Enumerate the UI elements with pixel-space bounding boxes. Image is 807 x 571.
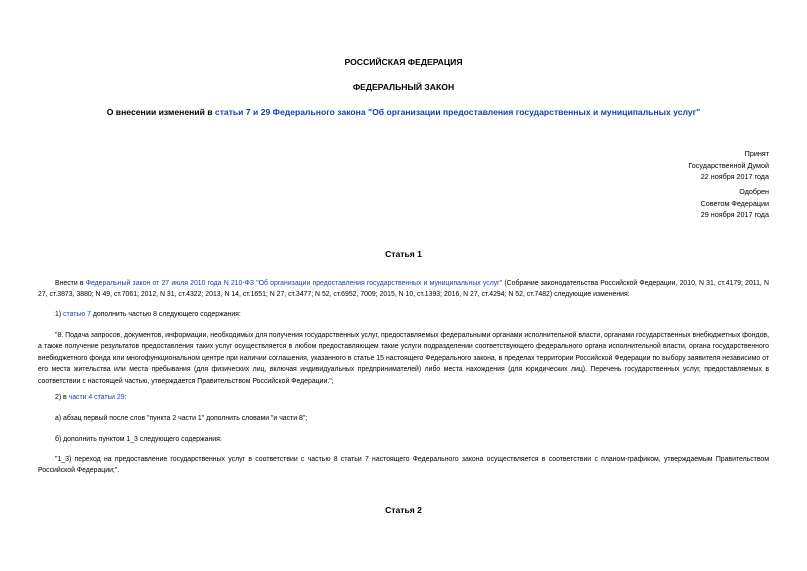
approved-label: Одобрен [739, 187, 769, 196]
approved-block [701, 186, 769, 221]
country-heading: РОССИЙСКАЯ ФЕДЕРАЦИЯ [344, 57, 463, 67]
item-1-suffix: дополнить частью 8 следующего содержания: [90, 311, 241, 318]
law-title-link[interactable]: статьи 7 и 29 Федерального закона "Об организации предоставления государственных и муниципальных услуг" [214, 107, 701, 117]
article-1-item-2b: б) дополнить пунктом 1_3 следующего содержания: [55, 436, 222, 443]
article-1-item-1 [38, 309, 769, 320]
law-title [0, 107, 807, 117]
article-1-heading: Статья 1 [385, 249, 422, 259]
law-title-prefix: О внесении изменений в [106, 107, 215, 117]
approved-body: Советом Федерации [700, 198, 769, 208]
article-7-link[interactable]: статью 7 [63, 311, 91, 318]
approved-date: 29 ноября 2017 года [700, 210, 769, 219]
federal-law-link[interactable]: Федеральный закон от 27 июля 2010 года N 210-ФЗ "Об организации предоставления государственных и муниципальных услуг" [85, 280, 503, 287]
article-1-item-2 [38, 392, 769, 403]
article-1-paragraph-intro [38, 278, 769, 301]
doc-type-heading: ФЕДЕРАЛЬНЫЙ ЗАКОН [352, 82, 455, 92]
article-29-link[interactable]: части 4 статьи 29 [68, 394, 125, 401]
article-1-item-2a: а) абзац первый после слов "пункта 2 части 1" дополнить словами "и части 8"; [55, 415, 308, 422]
adopted-date: 22 ноября 2017 года [700, 172, 769, 181]
article-1-part-8-text: "8. Подача запросов, документов, информации, необходимых для получения государственных услуг, предоставляемых федеральными органами исполнительной власти, органами государственных внебюджетных фондов, а также получение результатов предоставления таких услуг осуществляется в любом предоставляющем такие услуги подразделении соответствующего федерального органа исполнительной власти, органа государственного внебюджетного фонда или многофункциональном центре при наличии соглашения, указанного в статье 15 настоящего Федерального закона, в пределах территории Российской Федерации по выбору заявителя независимо от его места жительства или места пребывания (для физических лиц, включая индивидуальных предпринимателей) либо места нахождения (для юридических лиц). Перечень государственных услуг, предоставляемых в соответствии с настоящей частью, утверждается Правительством Российской Федерации."; [38, 332, 769, 385]
adopted-label: Принят [744, 149, 769, 158]
item-1-prefix: 1) [55, 311, 64, 318]
adopted-block [688, 148, 769, 183]
article-1-point-1-3: "1_3) переход на предоставление государственных услуг в соответствии с частью 8 статьи 7 настоящего Федерального закона осуществляется в соответствии с планом-графиком, утверждаемым Правительством Российской Федерации;". [38, 456, 769, 475]
intro-prefix: Внести в [55, 280, 86, 287]
intro-suffix: (Собрание законодательства Российской Федерации, 2010, N 31, ст.4179; 2011, N 27, ст.3873, 3880; N 49, ст.7061; 2012, N 31, ст.4322; 2013, N 14, ст.1651; N 27, ст.3477; N 52, ст.6952, 7009; 2015, N 10, ст.1393; 2016, N 27, ст.4294; N 52, ст.7482) следующие изменения: [38, 280, 769, 299]
item-2-prefix: 2) в [55, 394, 69, 401]
article-2-heading: Статья 2 [385, 505, 422, 515]
item-2-suffix: : [124, 394, 127, 401]
adopted-body: Государственной Думой [688, 160, 769, 170]
